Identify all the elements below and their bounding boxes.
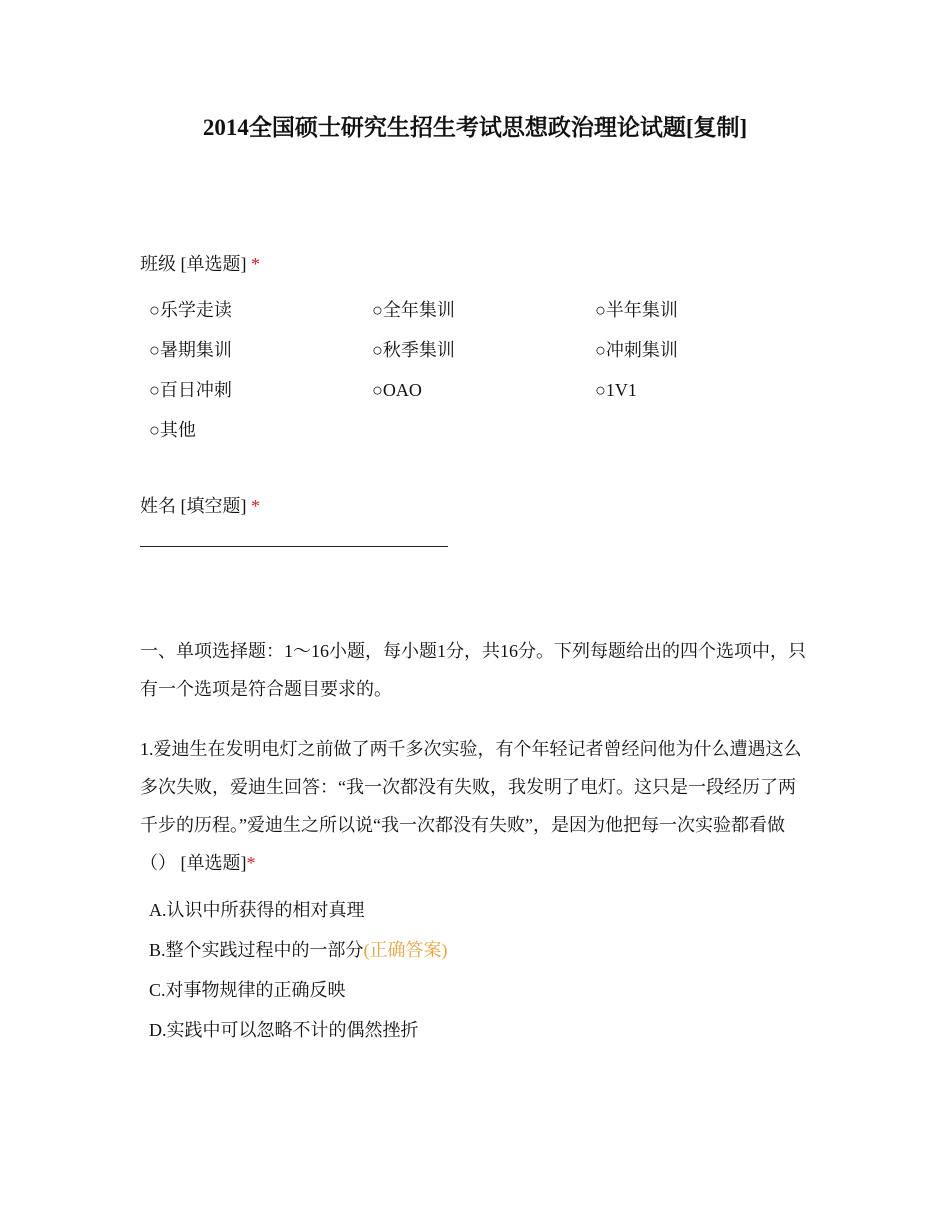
answer-option-d[interactable]: D.实践中可以忽略不计的偶然挫折 [149, 1020, 419, 1040]
class-option-6[interactable]: ○百日冲刺 [149, 380, 232, 400]
question-name [140, 493, 820, 547]
answer-option-c[interactable]: C.对事物规律的正确反映 [149, 980, 346, 1000]
class-options [149, 297, 820, 443]
name-input-line[interactable] [140, 545, 448, 547]
answer-option-b[interactable] [149, 930, 812, 970]
question-1-options [140, 890, 812, 1050]
question-class [140, 251, 820, 443]
required-mark: * [251, 254, 260, 274]
class-option-4[interactable]: ○秋季集训 [372, 340, 455, 360]
question-type: [填空题] [180, 496, 247, 516]
class-option-0[interactable]: ○乐学走读 [149, 300, 232, 320]
class-option-1[interactable]: ○全年集训 [372, 300, 455, 320]
required-mark: * [246, 853, 256, 873]
question-label: 姓名 [140, 496, 176, 516]
question-title [140, 251, 820, 277]
required-mark: * [251, 496, 260, 516]
question-title [140, 493, 820, 519]
section-intro: 一、单项选择题：1～16小题，每小题1分，共16分。下列每题给出的四个选项中，只有一个选项是符合题目要求的。 [140, 641, 806, 699]
class-option-9[interactable]: ○其他 [149, 420, 196, 440]
class-option-7[interactable]: ○OAO [372, 380, 422, 400]
class-option-2[interactable]: ○半年集训 [595, 300, 678, 320]
question-stem-text: 1.爱迪生在发明电灯之前做了两千多次实验，有个年轻记者曾经问他为什么遭遇这么多次失败，爱迪生回答：“我一次都没有失败，我发明了电灯。这只是一段经历了两千步的历程。”爱迪生之所以说“我一次都没有失败”，是因为他把每一次实验都看做（） [140, 739, 802, 873]
page-title: 2014全国硕士研究生招生考试思想政治理论试题[复制] [202, 115, 748, 140]
class-option-5[interactable]: ○冲刺集训 [595, 340, 678, 360]
question-1-stem [140, 730, 812, 882]
answer-option-a[interactable]: A.认识中所获得的相对真理 [149, 900, 365, 920]
question-1 [140, 730, 812, 1050]
question-type: [单选题] [180, 853, 247, 873]
correct-answer-note: (正确答案) [363, 940, 448, 960]
question-label: 班级 [140, 254, 176, 274]
question-type: [单选题] [180, 254, 247, 274]
class-option-3[interactable]: ○暑期集训 [149, 340, 232, 360]
answer-option-b-text: B.整个实践过程中的一部分 [149, 940, 364, 960]
class-option-8[interactable]: ○1V1 [595, 380, 637, 400]
